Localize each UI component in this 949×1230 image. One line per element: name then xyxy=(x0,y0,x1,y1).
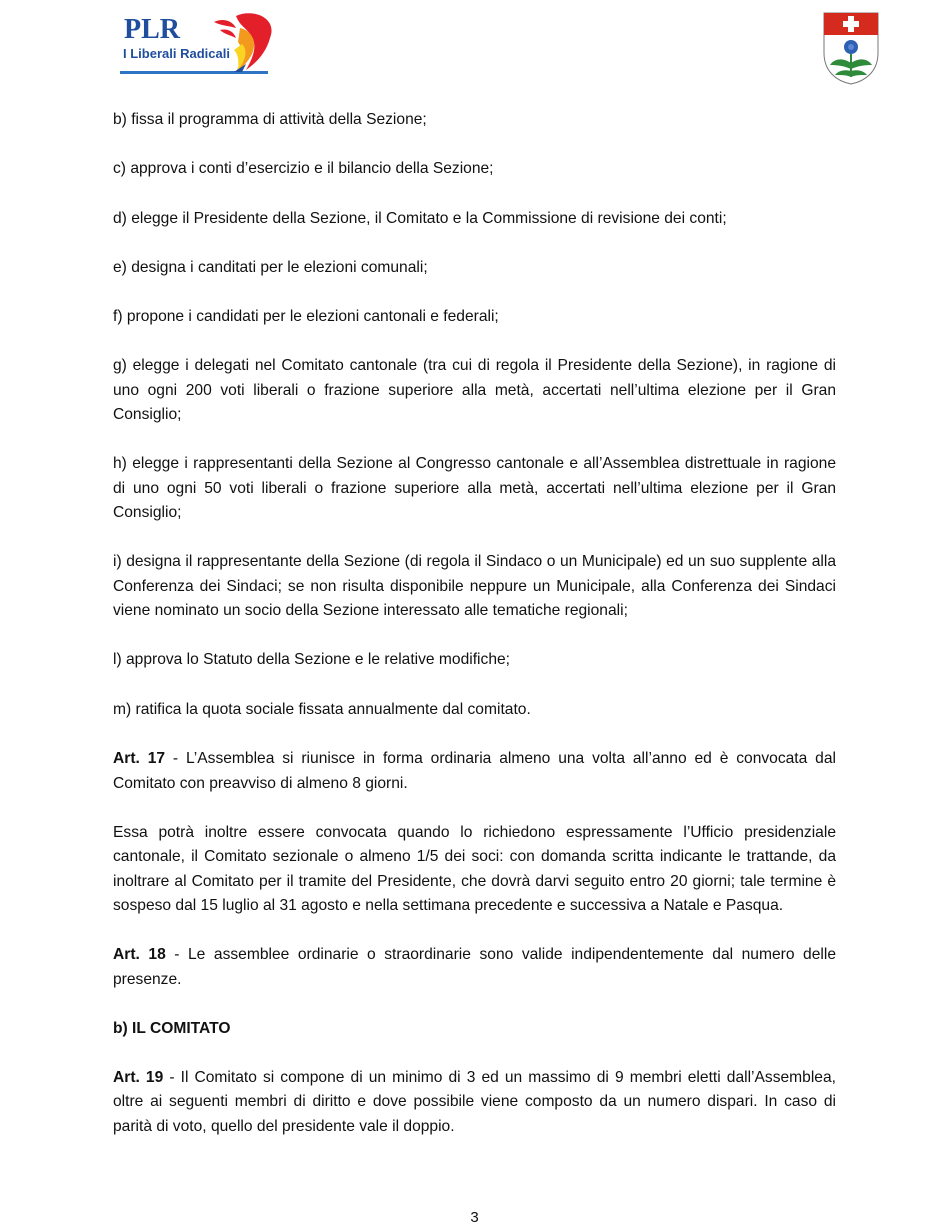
clause-e: e) designa i canditati per le elezioni comunali; xyxy=(113,258,428,276)
clause-l: l) approva lo Statuto della Sezione e le relative modifiche; xyxy=(113,651,511,669)
plr-logo-graphic xyxy=(118,8,278,78)
article-18-label: Art. 18 xyxy=(113,946,166,964)
article-17-label: Art. 17 xyxy=(113,750,166,768)
clause-c: c) approva i conti d’esercizio e il bilancio della Sezione; xyxy=(113,160,494,178)
clause-i: i) designa il rappresentante della Sezione (di regola il Sindaco o un Municipale) ed un suo supplente alla Conferenza dei Sindaci; se non risulta disponibile neppure un Municipale, alla Conferenza dei Sindaci viene nominato un socio della Sezione interessato alle tematiche regionali; xyxy=(113,553,836,620)
clause-g: g) elegge i delegati nel Comitato cantonale (tra cui di regola il Presidente della Sezione), in ragione di uno ogni 200 voti liberali o frazione superiore alla metà, accertati nell’ultima elezione per il Gran Consiglio; xyxy=(113,357,836,424)
clause-d: d) elegge il Presidente della Sezione, il Comitato e la Commissione di revisione dei conti; xyxy=(113,209,727,227)
document-body xyxy=(113,108,836,1164)
coat-of-arms-icon xyxy=(822,11,880,85)
section-heading-comitato: b) IL COMITATO xyxy=(113,1019,231,1037)
plr-logo xyxy=(118,8,278,78)
clause-h: h) elegge i rappresentanti della Sezione al Congresso cantonale e all’Assemblea distrettuale in ragione di uno ogni 50 voti liberali o frazione superiore alla metà, accertati nell’ultima elezione per il Gran Consiglio; xyxy=(113,455,836,522)
article-19 xyxy=(113,1066,836,1140)
clause-m: m) ratifica la quota sociale fissata annualmente dal comitato. xyxy=(113,700,531,718)
page-number: 3 xyxy=(470,1209,479,1226)
article-19-label: Art. 19 xyxy=(113,1068,164,1086)
plr-logo-subtitle: I Liberali Radicali xyxy=(123,46,230,61)
article-17-paragraph-2: Essa potrà inoltre essere convocata quando lo richiedono espressamente l’Ufficio presidenziale cantonale, il Comitato sezionale o almeno 1/5 dei soci: con domanda scritta indicante le trattande, da inoltrare al Comitato per il tramite del Presidente, che dovrà darvi seguito entro 20 giorni; tale termine è sospeso dal 15 luglio al 31 agosto e nella settimana precedente e successiva a Natale e Pasqua. xyxy=(113,823,836,915)
clause-b: b) fissa il programma di attività della Sezione; xyxy=(113,111,427,128)
article-19-text: - Il Comitato si compone di un minimo di 3 ed un massimo di 9 membri eletti dall’Assemblea, oltre ai seguenti membri di diritto e dove possibile viene composto da un numero dispari. In caso di parità di voto, quello del presidente vale il doppio. xyxy=(113,1068,836,1135)
article-17-text: - L’Assemblea si riunisce in forma ordinaria almeno una volta all’anno ed è convocata dal Comitato con preavviso di almeno 8 giorni. xyxy=(113,750,836,792)
clause-f: f) propone i candidati per le elezioni cantonali e federali; xyxy=(113,308,499,326)
article-18-text: - Le assemblee ordinarie o straordinarie sono valide indipendentemente dal numero delle presenze. xyxy=(113,946,836,988)
article-18 xyxy=(113,943,836,992)
plr-logo-title: PLR xyxy=(124,14,180,45)
article-17 xyxy=(113,747,836,796)
